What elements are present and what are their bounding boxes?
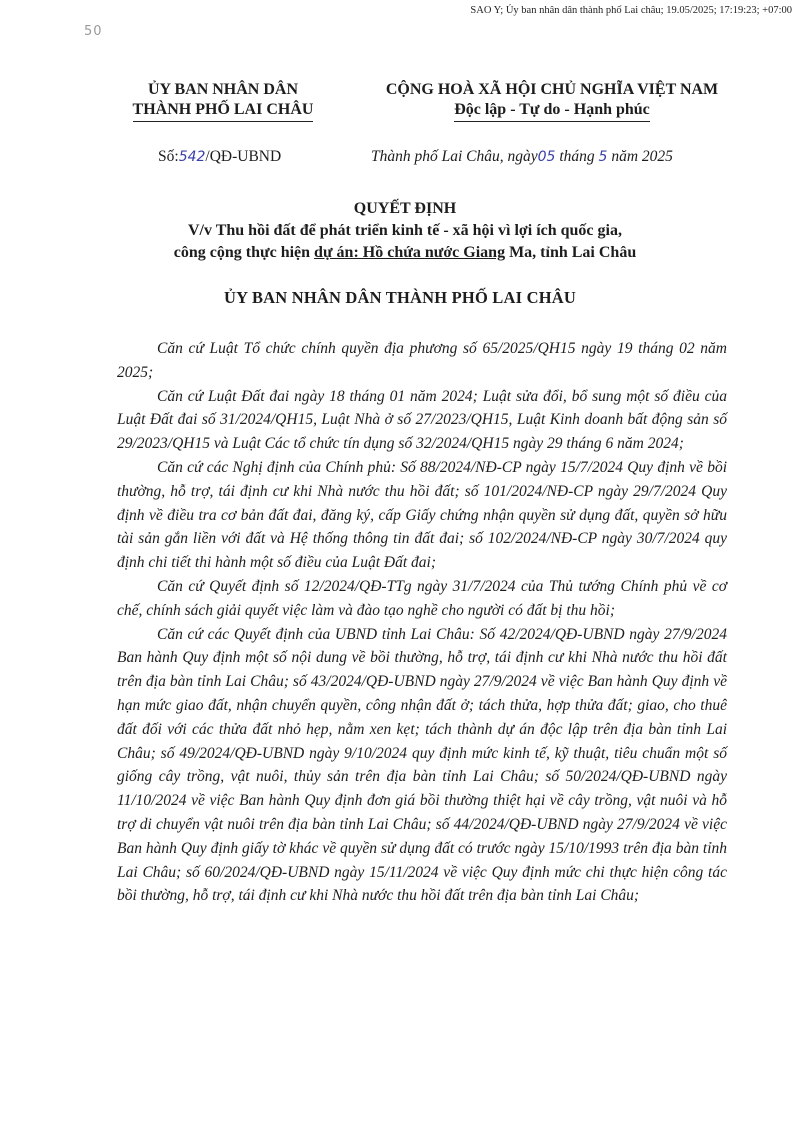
subject-project-name: dự án: Hồ chứa nước Giang [314,244,506,261]
decision-heading: QUYẾT ĐỊNH [353,200,457,217]
date-text-year: năm 2025 [607,148,673,165]
date-month-handwritten: 5 [598,149,608,165]
legal-basis-paragraph: Căn cứ Luật Tổ chức chính quyền địa phương số 65/2025/QH15 ngày 19 tháng 02 năm 2025; [117,340,727,381]
issuing-authority [112,80,334,122]
legal-basis-body [117,337,727,908]
authority-line-2: THÀNH PHỐ LAI CHÂU [133,100,314,122]
decision-title [90,198,720,264]
doc-number-prefix: Số: [158,148,179,165]
doc-number-suffix: /QĐ-UBND [205,148,282,165]
authority-line-1: ỦY BAN NHÂN DÂN [147,81,299,98]
national-motto [356,80,748,122]
motto: Độc lập - Tự do - Hạnh phúc [454,100,650,122]
doc-number-handwritten: 542 [178,149,206,165]
date-text-month: tháng [555,148,599,165]
handwritten-page-note: 50 [84,24,103,39]
decision-subject-line-1: V/v Thu hồi đất để phát triển kinh tế - xã hội vì lợi ích quốc gia, [188,222,622,239]
legal-basis-paragraph: Căn cứ Luật Đất đai ngày 18 tháng 01 năm 2024; Luật sửa đổi, bổ sung một số điều của Luật Đất đai số 31/2024/QH15, Luật Nhà ở số 27/2023/QH15, Luật Kinh doanh bất động sản số 29/2023/QH15 và Luật Các tổ chức tín dụng số 32/2024/QH15 ngày 29 tháng 6 năm 2024; [117,387,727,453]
council-heading: ỦY BAN NHÂN DÂN THÀNH PHỐ LAI CHÂU [224,288,576,307]
legal-basis-paragraph: Căn cứ Quyết định số 12/2024/QĐ-TTg ngày 31/7/2024 của Thủ tướng Chính phủ về cơ chế, chính sách giải quyết việc làm và đào tạo nghề cho người có đất bị thu hồi; [117,577,727,619]
legal-basis-paragraph: Căn cứ các Nghị định của Chính phủ: Số 88/2024/NĐ-CP ngày 15/7/2024 Quy định về bồi thường, hỗ trợ, tái định cư khi Nhà nước thu hồi đất; số 101/2024/NĐ-CP ngày 29/7/2024 Quy định về điều tra cơ bản đất đai, đăng ký, cấp Giấy chứng nhận quyền sử dụng đất, quyền sở hữu tài sản gắn liền với đất và Hệ thống thông tin đất đai; số 102/2024/NĐ-CP ngày 30/7/2024 quy định chi tiết thi hành một số điều của Luật Đất đai; [117,458,727,572]
decision-subject-line-2 [90,242,720,264]
document-number [158,148,281,166]
subject-text-start: công cộng thực hiện [173,244,315,261]
country-name: CỘNG HOÀ XÃ HỘI CHỦ NGHĨA VIỆT NAM [385,81,719,98]
digital-copy-stamp: SAO Y; Ủy ban nhân dân thành phố Lai châu; 19.05/2025; 17:19:23; +07:00 [470,5,792,16]
place-and-date [371,148,673,166]
date-day-handwritten: 05 [537,149,556,165]
subject-text-end: Ma, tỉnh Lai Châu [505,244,637,261]
date-text-start: Thành phố Lai Châu, ngày [371,148,538,165]
legal-basis-paragraph: Căn cứ các Quyết định của UBND tỉnh Lai Châu: Số 42/2024/QĐ-UBND ngày 27/9/2024 Ban hành Quy định một số nội dung về bồi thường, hỗ trợ, tái định cư khi Nhà nước thu hồi đất trên địa bàn tỉnh Lai Châu; số 43/2024/QĐ-UBND ngày 27/9/2024 về việc Ban hành Quy định về hạn mức giao đất, nhận chuyển quyền, công nhận đất ở; tách thửa, hợp thửa đất; giao, cho thuê đất đối với các thửa đất nhỏ hẹp, nằm xen kẹt; tách thành dự án độc lập trên địa bàn tỉnh Lai Châu; số 49/2024/QĐ-UBND ngày 9/10/2024 quy định mức kinh tế, kỹ thuật, tiêu chuẩn một số giống cây trồng, vật nuôi, thủy sản trên địa bàn tỉnh Lai Châu; số 50/2024/QĐ-UBND ngày 11/10/2024 về việc Ban hành Quy định đơn giá bồi thường thiệt hại về cây trồng, vật nuôi và hỗ trợ di chuyển vật nuôi trên địa bàn tỉnh Lai Châu; số 44/2024/QĐ-UBND ngày 27/9/2024 về việc Ban hành Quy định giấy tờ khác về quyền sử dụng đất có trước ngày 15/10/1993 trên địa bàn tỉnh Lai Châu; số 60/2024/QĐ-UBND ngày 15/11/2024 về việc Quy định mức chi thực hiện công tác bồi thường, hỗ trợ, tái định cư khi Nhà nước thu hồi đất trên địa bàn tỉnh Lai Châu; [117,625,727,905]
